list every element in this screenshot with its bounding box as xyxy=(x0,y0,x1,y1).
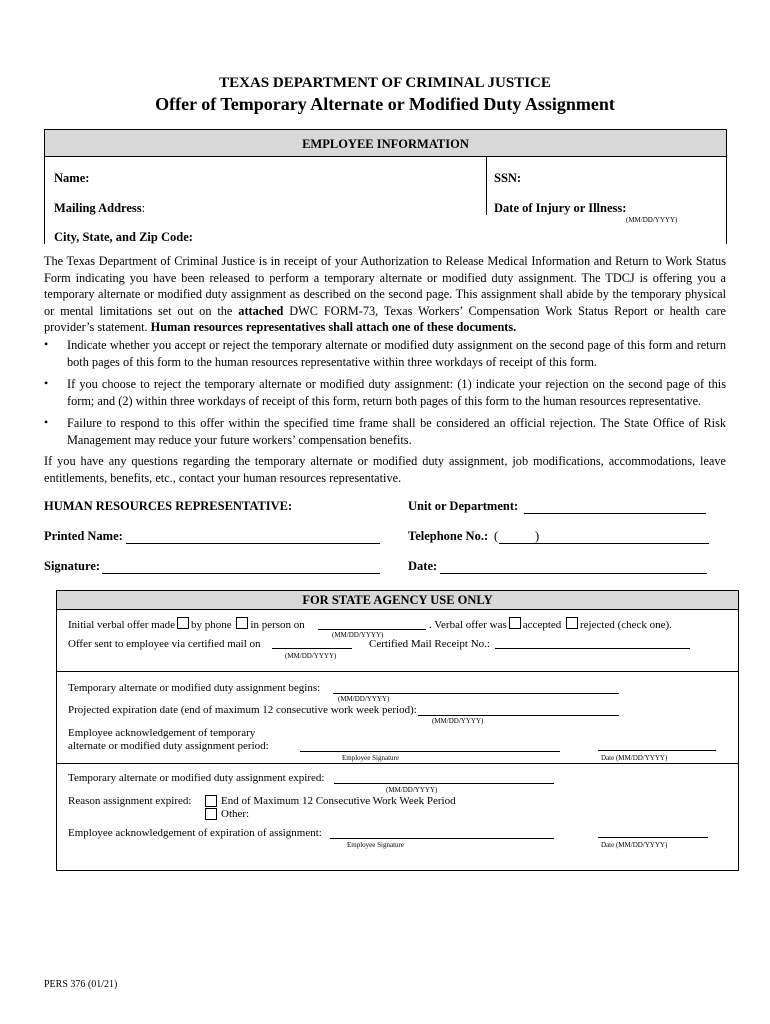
date-hint: (MM/DD/YYYY) xyxy=(332,631,384,639)
unit-field[interactable] xyxy=(524,513,706,514)
section-divider xyxy=(57,763,738,764)
mail-sent-label: Offer sent to employee via certified mail on xyxy=(68,638,261,650)
employee-signature-hint: Employee Signature xyxy=(347,841,404,849)
employee-signature-field[interactable] xyxy=(300,751,560,752)
date-signature-hint: Date (MM/DD/YYYY) xyxy=(601,841,668,849)
telephone-field[interactable] xyxy=(499,543,709,544)
bullet-icon: • xyxy=(44,337,49,351)
accepted-checkbox[interactable] xyxy=(509,617,521,629)
by-phone-checkbox[interactable] xyxy=(177,617,189,629)
ack-date-field[interactable] xyxy=(598,750,716,751)
end-of-period-checkbox[interactable] xyxy=(205,795,217,807)
expired-label: Temporary alternate or modified duty assignment expired: xyxy=(68,772,325,784)
ack-label-2: alternate or modified duty assignment period: xyxy=(68,740,269,752)
instruction-1: Indicate whether you accept or reject the temporary alternate or modified duty assignment on the second page of this form and return both pages of this form to the human resources representative within three workdays of receipt of this form. xyxy=(67,338,726,369)
agency-name: TEXAS DEPARTMENT OF CRIMINAL JUSTICE xyxy=(219,75,551,91)
form-number: PERS 376 (01/21) xyxy=(44,979,118,990)
signature-label: Signature: xyxy=(44,559,101,573)
name-label: Name: xyxy=(54,171,90,185)
ack-label-1: Employee acknowledgement of temporary xyxy=(68,727,256,739)
verbal-offer-date-field[interactable] xyxy=(318,629,426,630)
bullet-icon: • xyxy=(44,376,49,390)
instruction-3: Failure to respond to this offer within the specified time frame shall be considered an official rejection. The State Office of Risk Management may reduce your future workers’ compensation benefits. xyxy=(67,416,726,447)
receipt-number-field[interactable] xyxy=(495,648,690,649)
ack-expiration-label: Employee acknowledgement of expiration of assignment: xyxy=(68,827,322,839)
expired-date-field[interactable] xyxy=(334,783,554,784)
date-label: Date: xyxy=(408,559,438,573)
questions-paragraph: If you have any questions regarding the temporary alternate or modified duty assignment, job modifications, accommodations, leave entitlements, benefits, etc., contact your human resources representative. xyxy=(44,454,726,485)
employee-info-heading: EMPLOYEE INFORMATION xyxy=(45,130,726,157)
intro-paragraph: The Texas Department of Criminal Justice is in receipt of your Authorization to Release Medical Information and Return to Work Status Form indicating you have been released to perform a temporary alternate or modified duty assignment. The TDCJ is offering you a temporary alternate or modified duty assignment as described on the second page. This assignment shall abide by the temporary physical or mental limitations set out on the attached DWC FORM-73, Texas Workers’ Compensation Work Status Report or health care provider’s statement. Human resources representatives shall attach one of these documents. xyxy=(44,254,726,334)
state-agency-heading: FOR STATE AGENCY USE ONLY xyxy=(57,591,738,610)
in-person-checkbox[interactable] xyxy=(236,617,248,629)
rejected-checkbox[interactable] xyxy=(566,617,578,629)
form-title: Offer of Temporary Alternate or Modified Duty Assignment xyxy=(155,94,615,114)
printed-name-label: Printed Name: xyxy=(44,529,123,543)
date-field[interactable] xyxy=(440,573,707,574)
signature-field[interactable] xyxy=(102,573,380,574)
unit-label: Unit or Department: xyxy=(408,499,519,513)
section-divider xyxy=(57,671,738,672)
projected-date-field[interactable] xyxy=(418,715,619,716)
receipt-label: Certified Mail Receipt No.: xyxy=(369,638,490,650)
other-checkbox[interactable] xyxy=(205,808,217,820)
mail-sent-date-field[interactable] xyxy=(272,648,352,649)
reason-label: Reason assignment expired: xyxy=(68,795,192,807)
date-hint: (MM/DD/YYYY) xyxy=(338,695,390,703)
telephone-label: Telephone No.: xyxy=(408,529,489,543)
employee-info-section xyxy=(44,129,727,244)
printed-name-field[interactable] xyxy=(126,543,380,544)
bullet-icon: • xyxy=(44,415,49,429)
date-hint: (MM/DD/YYYY) xyxy=(285,652,337,660)
reason-option-other: Other: xyxy=(221,808,250,820)
projected-label: Projected expiration date (end of maximum 12 consecutive work week period): xyxy=(68,704,417,716)
hr-rep-label: HUMAN RESOURCES REPRESENTATIVE: xyxy=(44,499,293,513)
date-hint: (MM/DD/YYYY) xyxy=(432,717,484,725)
city-state-zip-label: City, State, and Zip Code: xyxy=(54,230,193,244)
area-code-open: ( xyxy=(494,529,499,543)
mailing-address-label: Mailing Address: xyxy=(54,201,146,215)
begins-date-field[interactable] xyxy=(333,693,619,694)
injury-date-label: Date of Injury or Illness: xyxy=(494,201,627,215)
expiration-signature-field[interactable] xyxy=(330,838,554,839)
date-signature-hint: Date (MM/DD/YYYY) xyxy=(601,754,668,762)
employee-signature-hint: Employee Signature xyxy=(342,754,399,762)
verbal-offer-row: Initial verbal offer made by phone in person on xyxy=(68,619,305,631)
ssn-label: SSN: xyxy=(494,171,522,185)
column-divider xyxy=(486,157,487,215)
reason-option-end-of-period: End of Maximum 12 Consecutive Work Week Period xyxy=(221,795,456,807)
area-code-close: ) xyxy=(535,529,540,543)
begins-label: Temporary alternate or modified duty assignment begins: xyxy=(68,682,321,694)
instruction-2: If you choose to reject the temporary alternate or modified duty assignment: (1) indicate your rejection on the second page of this form; and (2) within three workdays of receipt of this form, return both pages of this form to the human resources representative. xyxy=(67,377,726,408)
injury-date-hint: (MM/DD/YYYY) xyxy=(626,216,678,224)
expiration-date-field[interactable] xyxy=(598,837,708,838)
date-hint: (MM/DD/YYYY) xyxy=(386,786,438,794)
verbal-offer-result: . Verbal offer was accepted rejected (check one). xyxy=(429,619,672,631)
